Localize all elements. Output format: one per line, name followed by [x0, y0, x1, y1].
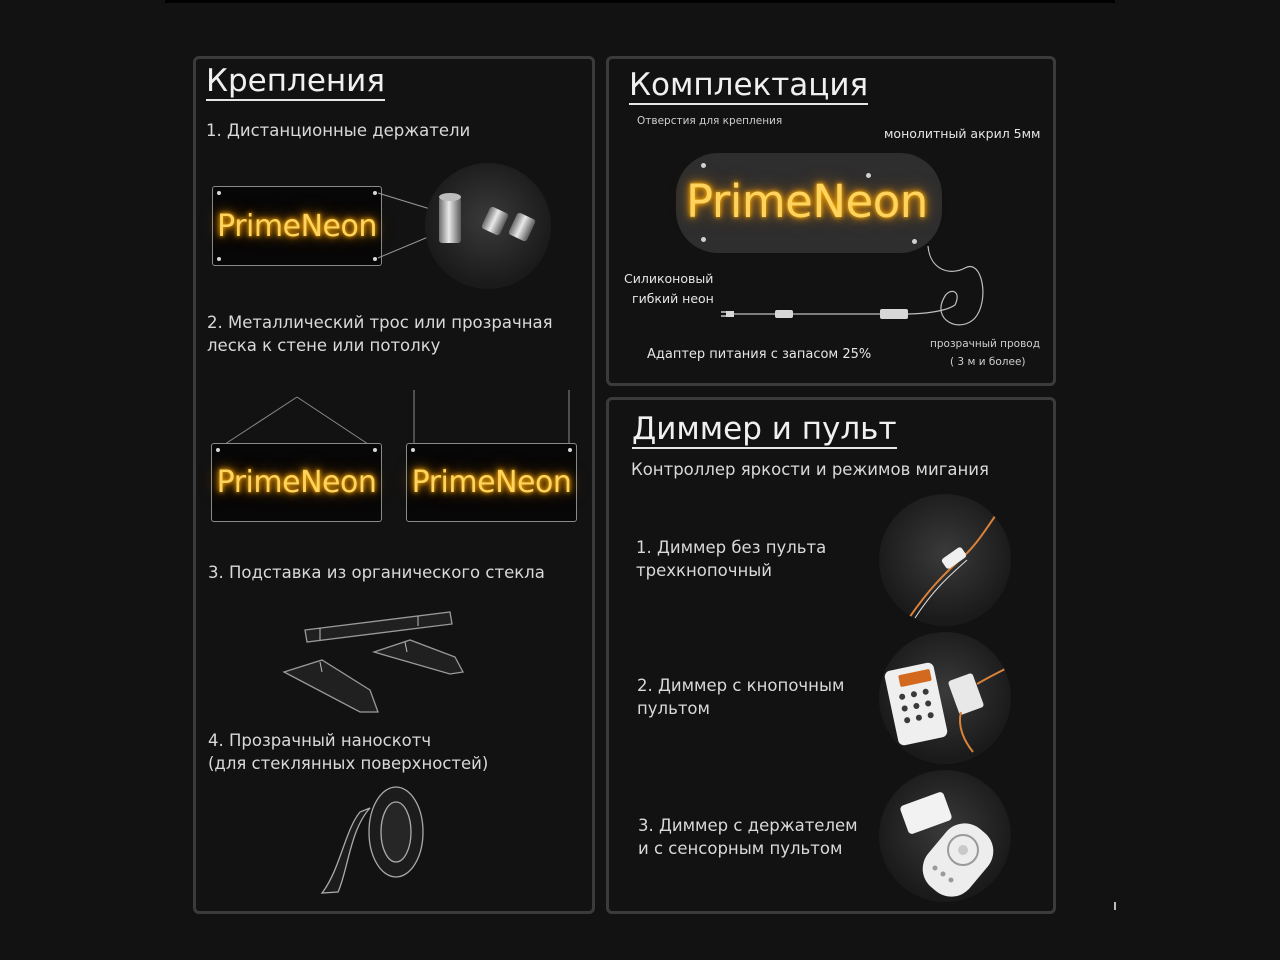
dimmer-item-3-line2: и с сенсорным пультом: [638, 839, 843, 858]
acrylic-label: монолитный акрил 5мм: [884, 126, 1041, 141]
mounting-item-4-line2: (для стеклянных поверхностей): [208, 754, 489, 773]
inline-dimmer-icon: [879, 494, 1011, 626]
neon-sign-text: PrimeNeon: [686, 175, 928, 228]
dimmer-touch-remote-photo: [879, 770, 1011, 902]
corner-mark: [1114, 902, 1116, 910]
power-cable-illustration: [0, 0, 1, 1]
mounting-item-4-line1: 4. Прозрачный наноскотч: [208, 731, 432, 750]
button-remote-icon: [879, 632, 1011, 764]
mounting-item-2-line2: леска к стене или потолку: [207, 336, 441, 355]
dimmer-item-3-line1: 3. Диммер с держателем: [638, 816, 858, 835]
dimmer-subtitle: Контроллер яркости и режимов мигания: [631, 460, 989, 479]
neon-sign-text: PrimeNeon: [411, 465, 572, 500]
dimmer-no-remote-photo: [879, 494, 1011, 626]
neon-label-line2: гибкий неон: [632, 291, 714, 306]
dimmer-item-2-line1: 2. Диммер с кнопочным: [637, 676, 845, 695]
mounting-item-3: 3. Подставка из органического стекла: [208, 563, 545, 582]
dimmer-item-1-line1: 1. Диммер без пульта: [636, 538, 827, 557]
mounting-item-1: 1. Дистанционные держатели: [206, 121, 471, 140]
sign-line-example: [406, 443, 577, 522]
touch-remote-icon: [879, 770, 1011, 902]
top-divider: [165, 0, 1115, 3]
wire-label-line2: ( 3 м и более): [950, 356, 1026, 368]
dimmer-item-2-line2: пультом: [637, 699, 710, 718]
adapter-label: Адаптер питания с запасом 25%: [647, 347, 872, 362]
neon-label-line1: Силиконовый: [624, 271, 714, 286]
acrylic-sign: [676, 153, 942, 253]
standoff-holders-photo: [425, 163, 551, 289]
neon-sign-text: PrimeNeon: [216, 465, 377, 500]
dimmer-title: Диммер и пульт: [632, 411, 897, 447]
dimmer-item-1-line2: трехкнопочный: [636, 561, 773, 580]
sign-cable-example: [211, 443, 382, 522]
neon-sign-text: PrimeNeon: [217, 208, 377, 244]
mounting-title: Крепления: [206, 63, 385, 99]
standoff-icon: [425, 163, 551, 289]
dimmer-button-remote-photo: [879, 632, 1011, 764]
mounting-item-2-line1: 2. Металлический трос или прозрачная: [207, 313, 553, 332]
wire-label-line1: прозрачный провод: [930, 338, 1040, 350]
holes-label: Отверстия для крепления: [637, 115, 783, 127]
sign-standoff-example: [212, 186, 382, 266]
kit-title: Комплектация: [629, 67, 869, 103]
